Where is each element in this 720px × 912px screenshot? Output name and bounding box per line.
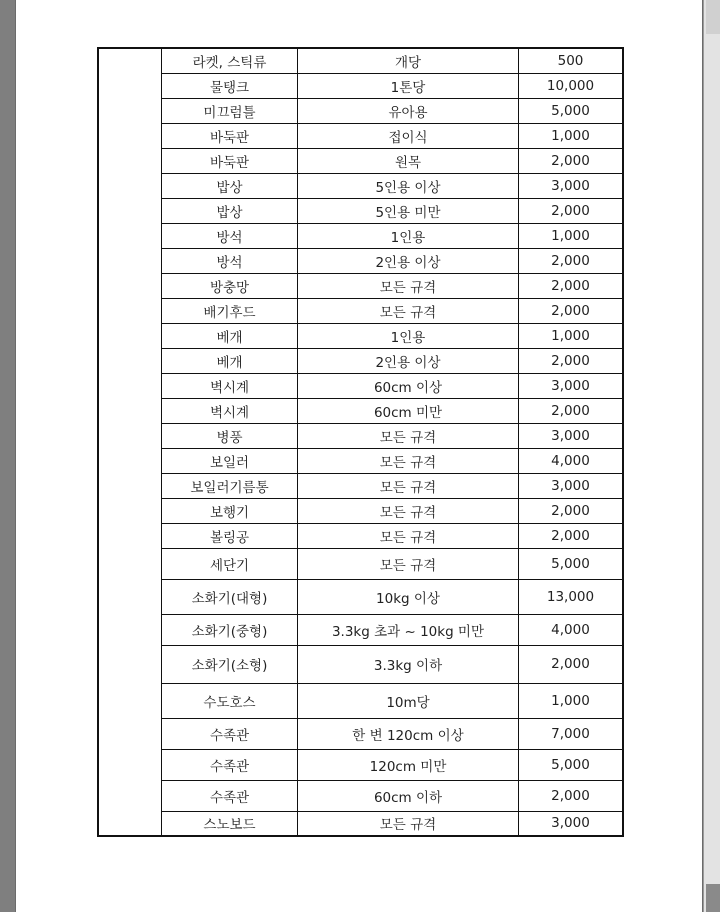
fee-cell: 1,000	[519, 323, 624, 348]
item-cell: 베개	[162, 348, 298, 373]
spec-cell: 5인용 이상	[298, 173, 519, 198]
vertical-scrollbar[interactable]	[703, 0, 720, 912]
fee-cell: 2,000	[519, 645, 624, 683]
fee-cell: 3,000	[519, 373, 624, 398]
fee-cell: 1,000	[519, 123, 624, 148]
item-cell: 소화기(소형)	[162, 645, 298, 683]
spec-cell: 모든 규격	[298, 473, 519, 498]
fee-cell: 3,000	[519, 423, 624, 448]
item-cell: 바둑판	[162, 148, 298, 173]
item-cell: 벽시계	[162, 398, 298, 423]
category-column-cell	[98, 48, 162, 836]
table-row	[98, 173, 623, 198]
spec-cell: 모든 규격	[298, 423, 519, 448]
fee-table-container	[97, 47, 624, 837]
item-cell: 수도호스	[162, 683, 298, 718]
item-cell: 병풍	[162, 423, 298, 448]
fee-cell: 500	[519, 48, 624, 73]
item-cell: 수족관	[162, 749, 298, 780]
item-cell: 미끄럼틀	[162, 98, 298, 123]
table-row	[98, 683, 623, 718]
item-cell: 방충망	[162, 273, 298, 298]
fee-cell: 7,000	[519, 718, 624, 749]
spec-cell: 모든 규격	[298, 273, 519, 298]
item-cell: 보일러	[162, 448, 298, 473]
table-row	[98, 548, 623, 579]
spec-cell: 10kg 이상	[298, 579, 519, 614]
fee-cell: 3,000	[519, 811, 624, 836]
item-cell: 스노보드	[162, 811, 298, 836]
item-cell: 벽시계	[162, 373, 298, 398]
fee-cell: 2,000	[519, 198, 624, 223]
fee-cell: 2,000	[519, 298, 624, 323]
item-cell: 라켓, 스틱류	[162, 48, 298, 73]
spec-cell: 120cm 미만	[298, 749, 519, 780]
scrollbar-edge	[703, 0, 704, 912]
spec-cell: 모든 규격	[298, 498, 519, 523]
table-row	[98, 98, 623, 123]
fee-cell: 4,000	[519, 614, 624, 645]
item-cell: 베개	[162, 323, 298, 348]
fee-cell: 1,000	[519, 223, 624, 248]
table-row	[98, 73, 623, 98]
fee-cell: 5,000	[519, 749, 624, 780]
spec-cell: 접이식	[298, 123, 519, 148]
fee-cell: 10,000	[519, 73, 624, 98]
item-cell: 수족관	[162, 718, 298, 749]
fee-table-body	[98, 48, 623, 836]
item-cell: 배기후드	[162, 298, 298, 323]
fee-cell: 5,000	[519, 98, 624, 123]
table-row	[98, 373, 623, 398]
fee-cell: 2,000	[519, 780, 624, 811]
fee-cell: 2,000	[519, 398, 624, 423]
fee-cell: 1,000	[519, 683, 624, 718]
table-row	[98, 423, 623, 448]
fee-table	[97, 47, 624, 837]
spec-cell: 유아용	[298, 98, 519, 123]
item-cell: 물탱크	[162, 73, 298, 98]
item-cell: 소화기(대형)	[162, 579, 298, 614]
table-row	[98, 198, 623, 223]
spec-cell: 1인용	[298, 323, 519, 348]
table-row	[98, 148, 623, 173]
spec-cell: 60cm 이하	[298, 780, 519, 811]
spec-cell: 3.3kg 이하	[298, 645, 519, 683]
fee-cell: 2,000	[519, 148, 624, 173]
fee-cell: 2,000	[519, 523, 624, 548]
spec-cell: 2인용 이상	[298, 348, 519, 373]
table-row	[98, 718, 623, 749]
table-row	[98, 473, 623, 498]
table-row	[98, 298, 623, 323]
spec-cell: 1인용	[298, 223, 519, 248]
item-cell: 수족관	[162, 780, 298, 811]
fee-cell: 3,000	[519, 173, 624, 198]
table-row	[98, 448, 623, 473]
item-cell: 바둑판	[162, 123, 298, 148]
item-cell: 세단기	[162, 548, 298, 579]
item-cell: 보일러기름통	[162, 473, 298, 498]
item-cell: 방석	[162, 223, 298, 248]
scrollbar-up-area[interactable]	[706, 0, 720, 34]
item-cell: 보행기	[162, 498, 298, 523]
spec-cell: 60cm 미만	[298, 398, 519, 423]
table-row	[98, 614, 623, 645]
document-page	[15, 0, 703, 912]
spec-cell: 모든 규격	[298, 548, 519, 579]
table-row	[98, 348, 623, 373]
table-row	[98, 645, 623, 683]
fee-cell: 4,000	[519, 448, 624, 473]
spec-cell: 2인용 이상	[298, 248, 519, 273]
table-row	[98, 811, 623, 836]
fee-cell: 2,000	[519, 348, 624, 373]
spec-cell: 모든 규격	[298, 448, 519, 473]
item-cell: 볼링공	[162, 523, 298, 548]
table-row	[98, 123, 623, 148]
table-row	[98, 523, 623, 548]
spec-cell: 개당	[298, 48, 519, 73]
table-row	[98, 248, 623, 273]
fee-cell: 5,000	[519, 548, 624, 579]
spec-cell: 원목	[298, 148, 519, 173]
table-row	[98, 498, 623, 523]
fee-cell: 2,000	[519, 498, 624, 523]
spec-cell: 모든 규격	[298, 811, 519, 836]
table-row	[98, 579, 623, 614]
scrollbar-thumb[interactable]	[706, 884, 720, 912]
spec-cell: 1톤당	[298, 73, 519, 98]
table-row	[98, 273, 623, 298]
table-row	[98, 48, 623, 73]
fee-cell: 3,000	[519, 473, 624, 498]
item-cell: 밥상	[162, 198, 298, 223]
spec-cell: 한 변 120cm 이상	[298, 718, 519, 749]
item-cell: 소화기(중형)	[162, 614, 298, 645]
item-cell: 방석	[162, 248, 298, 273]
table-row	[98, 398, 623, 423]
fee-cell: 13,000	[519, 579, 624, 614]
spec-cell: 60cm 이상	[298, 373, 519, 398]
fee-cell: 2,000	[519, 248, 624, 273]
spec-cell: 5인용 미만	[298, 198, 519, 223]
spec-cell: 10m당	[298, 683, 519, 718]
spec-cell: 모든 규격	[298, 523, 519, 548]
table-row	[98, 323, 623, 348]
table-row	[98, 780, 623, 811]
viewer-background	[0, 0, 15, 912]
table-row	[98, 223, 623, 248]
spec-cell: 모든 규격	[298, 298, 519, 323]
fee-cell: 2,000	[519, 273, 624, 298]
spec-cell: 3.3kg 초과 ~ 10kg 미만	[298, 614, 519, 645]
item-cell: 밥상	[162, 173, 298, 198]
table-row	[98, 749, 623, 780]
